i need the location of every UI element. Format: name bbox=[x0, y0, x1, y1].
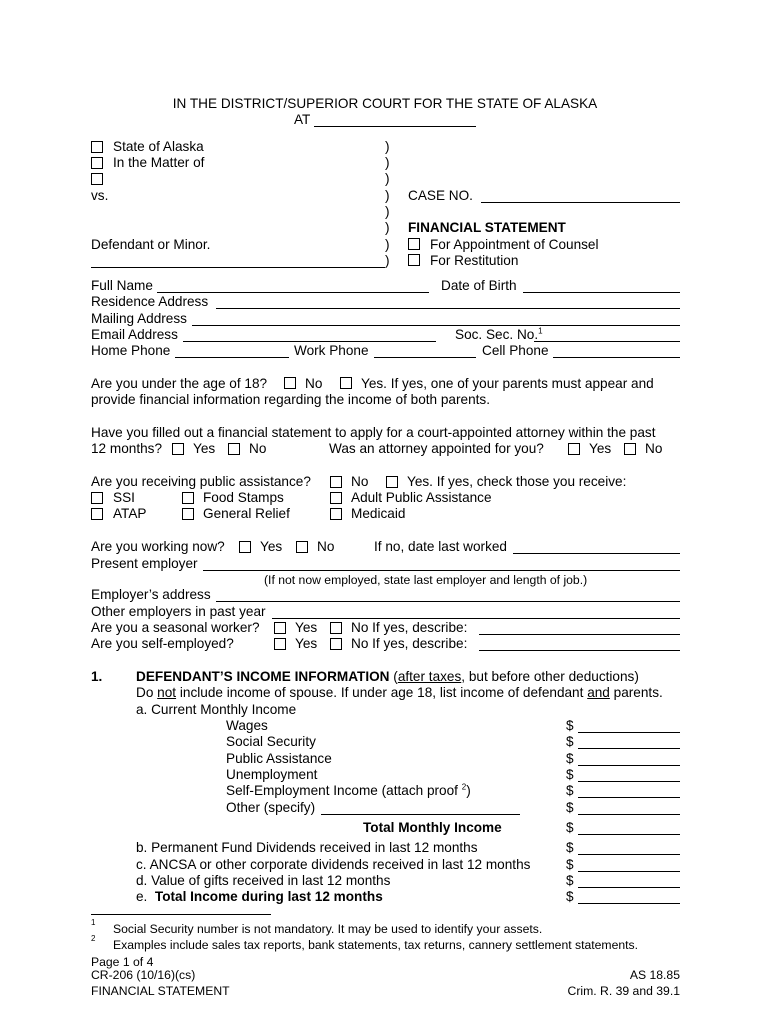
employer-address-label: Employer’s address bbox=[91, 587, 211, 602]
total-12-months-amount-line[interactable] bbox=[578, 903, 680, 904]
self-employed-no-checkbox[interactable] bbox=[330, 638, 342, 650]
public-assistance-question: Are you receiving public assistance? bbox=[91, 474, 311, 489]
prior-statement-yes-checkbox[interactable] bbox=[172, 443, 184, 455]
soc-sec-footnote-mark: 1 bbox=[538, 326, 543, 336]
attorney-appointed-yes-checkbox[interactable] bbox=[568, 443, 580, 455]
atap-checkbox[interactable] bbox=[91, 508, 103, 520]
caption-paren: ) bbox=[385, 188, 390, 203]
prior-statement-no-checkbox[interactable] bbox=[228, 443, 240, 455]
self-employed-question: Are you self-employed? bbox=[91, 636, 234, 651]
food-stamps-checkbox[interactable] bbox=[182, 492, 194, 504]
caption-paren: ) bbox=[385, 171, 390, 186]
public-assistance-amount-line[interactable] bbox=[578, 765, 680, 766]
footnote-2-mark: 2 bbox=[91, 934, 96, 943]
public-assistance-no-label: No bbox=[351, 474, 369, 489]
current-monthly-income-label: a. Current Monthly Income bbox=[136, 702, 297, 717]
under-18-yes-text: Yes. If yes, one of your parents must appear and bbox=[361, 376, 654, 391]
section-1-heading: DEFENDANT’S INCOME INFORMATION (after taxes, but before other deductions) bbox=[136, 669, 639, 684]
ssi-checkbox[interactable] bbox=[91, 492, 103, 504]
mailing-address-label: Mailing Address bbox=[91, 311, 187, 326]
dollar-sign: $ bbox=[566, 820, 574, 835]
working-yes-checkbox[interactable] bbox=[239, 541, 251, 553]
seasonal-no-checkbox[interactable] bbox=[330, 622, 342, 634]
dollar-sign: $ bbox=[566, 840, 574, 855]
defendant-name-line[interactable] bbox=[91, 267, 385, 268]
footnote-1-mark: 1 bbox=[91, 918, 96, 927]
dollar-sign: $ bbox=[566, 718, 574, 733]
self-employed-describe-line[interactable] bbox=[479, 650, 680, 651]
wages-amount-line[interactable] bbox=[578, 732, 680, 733]
pfd-label: b. Permanent Fund Dividends received in last 12 months bbox=[136, 840, 478, 855]
section-1-note: Do not include income of spouse. If under age 18, list income of defendant and parents. bbox=[136, 685, 663, 700]
footnote-separator bbox=[91, 914, 271, 915]
under-18-yes-checkbox[interactable] bbox=[340, 377, 352, 389]
dollar-sign: $ bbox=[566, 783, 574, 798]
employer-note: (If not now employed, state last employer and length of job.) bbox=[264, 573, 588, 587]
other-amount-line[interactable] bbox=[578, 814, 680, 815]
dollar-sign: $ bbox=[566, 889, 574, 904]
under-18-question: Are you under the age of 18? bbox=[91, 376, 268, 391]
full-name-label: Full Name bbox=[91, 278, 153, 293]
at-label: AT bbox=[294, 112, 311, 127]
public-assistance-no-checkbox[interactable] bbox=[330, 476, 342, 488]
social-security-label: Social Security bbox=[226, 734, 316, 749]
email-address-line[interactable] bbox=[183, 341, 436, 342]
date-last-worked-line[interactable] bbox=[513, 553, 680, 554]
ssi-label: SSI bbox=[113, 490, 135, 505]
other-specify-line[interactable] bbox=[321, 814, 520, 815]
case-no-line[interactable] bbox=[481, 202, 680, 203]
soc-sec-line[interactable] bbox=[534, 341, 680, 342]
residence-address-line[interactable] bbox=[216, 308, 680, 309]
dollar-sign: $ bbox=[566, 800, 574, 815]
work-phone-label: Work Phone bbox=[294, 343, 369, 358]
present-employer-line[interactable] bbox=[203, 570, 680, 571]
full-name-line[interactable] bbox=[157, 292, 429, 293]
defendant-or-minor-label: Defendant or Minor. bbox=[91, 237, 211, 252]
vs-label: vs. bbox=[91, 188, 109, 203]
attorney-appointed-question: Was an attorney appointed for you? bbox=[329, 441, 544, 456]
general-relief-label: General Relief bbox=[203, 506, 290, 521]
home-phone-label: Home Phone bbox=[91, 343, 171, 358]
food-stamps-label: Food Stamps bbox=[203, 490, 284, 505]
court-heading: IN THE DISTRICT/SUPERIOR COURT FOR THE STATE OF ALASKA bbox=[172, 96, 598, 111]
attorney-appointed-yes-label: Yes bbox=[589, 441, 612, 456]
total-monthly-amount-line[interactable] bbox=[578, 834, 680, 835]
public-assistance-income-label: Public Assistance bbox=[226, 751, 332, 766]
under-18-yes-text-2: provide financial information regarding the income of both parents. bbox=[91, 392, 490, 407]
other-specify-label: Other (specify) bbox=[226, 800, 316, 815]
working-yes-label: Yes bbox=[260, 539, 283, 554]
at-line[interactable] bbox=[314, 126, 476, 127]
other-employers-line[interactable] bbox=[272, 618, 680, 619]
medicaid-checkbox[interactable] bbox=[330, 508, 342, 520]
self-employed-yes-label: Yes bbox=[295, 636, 318, 651]
adult-public-assistance-label: Adult Public Assistance bbox=[351, 490, 492, 505]
social-security-amount-line[interactable] bbox=[578, 748, 680, 749]
prior-statement-no-label: No bbox=[249, 441, 267, 456]
rule-reference: Crim. R. 39 and 39.1 bbox=[567, 984, 680, 998]
seasonal-worker-question: Are you a seasonal worker? bbox=[91, 620, 260, 635]
date-of-birth-label: Date of Birth bbox=[441, 278, 517, 293]
employer-address-line[interactable] bbox=[216, 601, 680, 602]
present-employer-label: Present employer bbox=[91, 556, 198, 571]
email-address-label: Email Address bbox=[91, 327, 178, 342]
caption-paren: ) bbox=[385, 204, 390, 219]
public-assistance-yes-label: Yes. If yes, check those you receive: bbox=[407, 474, 627, 489]
self-employment-label: Self-Employment Income (attach proof $^2$) bbox=[226, 782, 471, 798]
attorney-appointed-no-checkbox[interactable] bbox=[624, 443, 636, 455]
state-of-alaska-label: State of Alaska bbox=[113, 139, 204, 154]
dollar-sign: $ bbox=[566, 734, 574, 749]
total-monthly-income-label: Total Monthly Income bbox=[363, 820, 502, 835]
residence-address-label: Residence Address bbox=[91, 294, 209, 309]
for-counsel-checkbox[interactable] bbox=[408, 238, 420, 250]
working-no-label: No bbox=[317, 539, 335, 554]
atap-label: ATAP bbox=[113, 506, 147, 521]
state-of-alaska-checkbox[interactable] bbox=[91, 141, 103, 153]
medicaid-label: Medicaid bbox=[351, 506, 406, 521]
gifts-amount-line[interactable] bbox=[578, 887, 680, 888]
seasonal-no-describe-label: No If yes, describe: bbox=[351, 620, 468, 635]
prior-statement-yes-label: Yes bbox=[193, 441, 216, 456]
under-18-no-label: No bbox=[305, 376, 323, 391]
self-employed-yes-checkbox[interactable] bbox=[274, 638, 286, 650]
dollar-sign: $ bbox=[566, 857, 574, 872]
date-last-worked-label: If no, date last worked bbox=[374, 539, 507, 554]
pfd-amount-line[interactable] bbox=[578, 854, 680, 855]
ancsa-label: c. ANCSA or other corporate dividends received in last 12 months bbox=[136, 857, 531, 872]
caption-paren: ) bbox=[385, 237, 390, 252]
dollar-sign: $ bbox=[566, 751, 574, 766]
prior-statement-question: Have you filled out a financial statement to apply for a court-appointed attorney within the past bbox=[91, 425, 656, 440]
caption-paren: ) bbox=[385, 220, 390, 235]
form-number: CR-206 (10/16)(cs) bbox=[91, 968, 196, 982]
cell-phone-label: Cell Phone bbox=[482, 343, 549, 358]
blank-party-checkbox[interactable] bbox=[91, 173, 103, 185]
caption-paren: ) bbox=[385, 139, 390, 154]
total-12-months-label: e. Total Income during last 12 months bbox=[136, 889, 383, 904]
adult-public-assistance-checkbox[interactable] bbox=[330, 492, 342, 504]
statute-reference: AS 18.85 bbox=[629, 968, 680, 982]
public-assistance-yes-checkbox[interactable] bbox=[386, 476, 398, 488]
seasonal-yes-checkbox[interactable] bbox=[274, 622, 286, 634]
working-now-question: Are you working now? bbox=[91, 539, 225, 554]
general-relief-checkbox[interactable] bbox=[182, 508, 194, 520]
home-phone-line[interactable] bbox=[175, 357, 289, 358]
page-number: Page 1 of 4 bbox=[91, 955, 154, 969]
self-employment-amount-line[interactable] bbox=[578, 797, 680, 798]
attorney-appointed-no-label: No bbox=[645, 441, 663, 456]
twelve-months-label: 12 months? bbox=[91, 441, 163, 456]
footnote-2-text: Examples include sales tax reports, bank statements, tax returns, cannery settlement statements. bbox=[113, 938, 638, 952]
other-employers-label: Other employers in past year bbox=[91, 604, 266, 619]
dollar-sign: $ bbox=[566, 767, 574, 782]
form-name: FINANCIAL STATEMENT bbox=[91, 984, 230, 998]
cell-phone-line[interactable] bbox=[553, 357, 680, 358]
unemployment-label: Unemployment bbox=[226, 767, 318, 782]
ancsa-amount-line[interactable] bbox=[578, 871, 680, 872]
working-no-checkbox[interactable] bbox=[296, 541, 308, 553]
footnote-1-text: Social Security number is not mandatory. It may be used to identify your assets. bbox=[113, 922, 543, 936]
in-the-matter-label: In the Matter of bbox=[113, 155, 205, 170]
for-counsel-label: For Appointment of Counsel bbox=[430, 237, 599, 252]
self-employment-footnote-mark: 2 bbox=[461, 782, 467, 792]
unemployment-amount-line[interactable] bbox=[578, 781, 680, 782]
gifts-label: d. Value of gifts received in last 12 months bbox=[136, 873, 391, 888]
work-phone-line[interactable] bbox=[374, 357, 476, 358]
under-18-no-checkbox[interactable] bbox=[284, 377, 296, 389]
caption-paren: ) bbox=[385, 155, 390, 170]
soc-sec-label: Soc. Sec. No.$^1$ bbox=[455, 326, 543, 342]
for-restitution-checkbox[interactable] bbox=[408, 254, 420, 266]
mailing-address-line[interactable] bbox=[192, 325, 680, 326]
section-1-number: 1. bbox=[91, 669, 103, 684]
seasonal-yes-label: Yes bbox=[295, 620, 318, 635]
for-restitution-label: For Restitution bbox=[430, 253, 519, 268]
self-employed-no-describe-label: No If yes, describe: bbox=[351, 636, 468, 651]
in-the-matter-checkbox[interactable] bbox=[91, 157, 103, 169]
seasonal-describe-line[interactable] bbox=[479, 634, 680, 635]
wages-label: Wages bbox=[226, 718, 268, 733]
dollar-sign: $ bbox=[566, 873, 574, 888]
caption-paren: ) bbox=[385, 253, 390, 268]
case-no-label: CASE NO. bbox=[408, 188, 473, 203]
form-title: FINANCIAL STATEMENT bbox=[408, 220, 566, 235]
date-of-birth-line[interactable] bbox=[523, 292, 680, 293]
